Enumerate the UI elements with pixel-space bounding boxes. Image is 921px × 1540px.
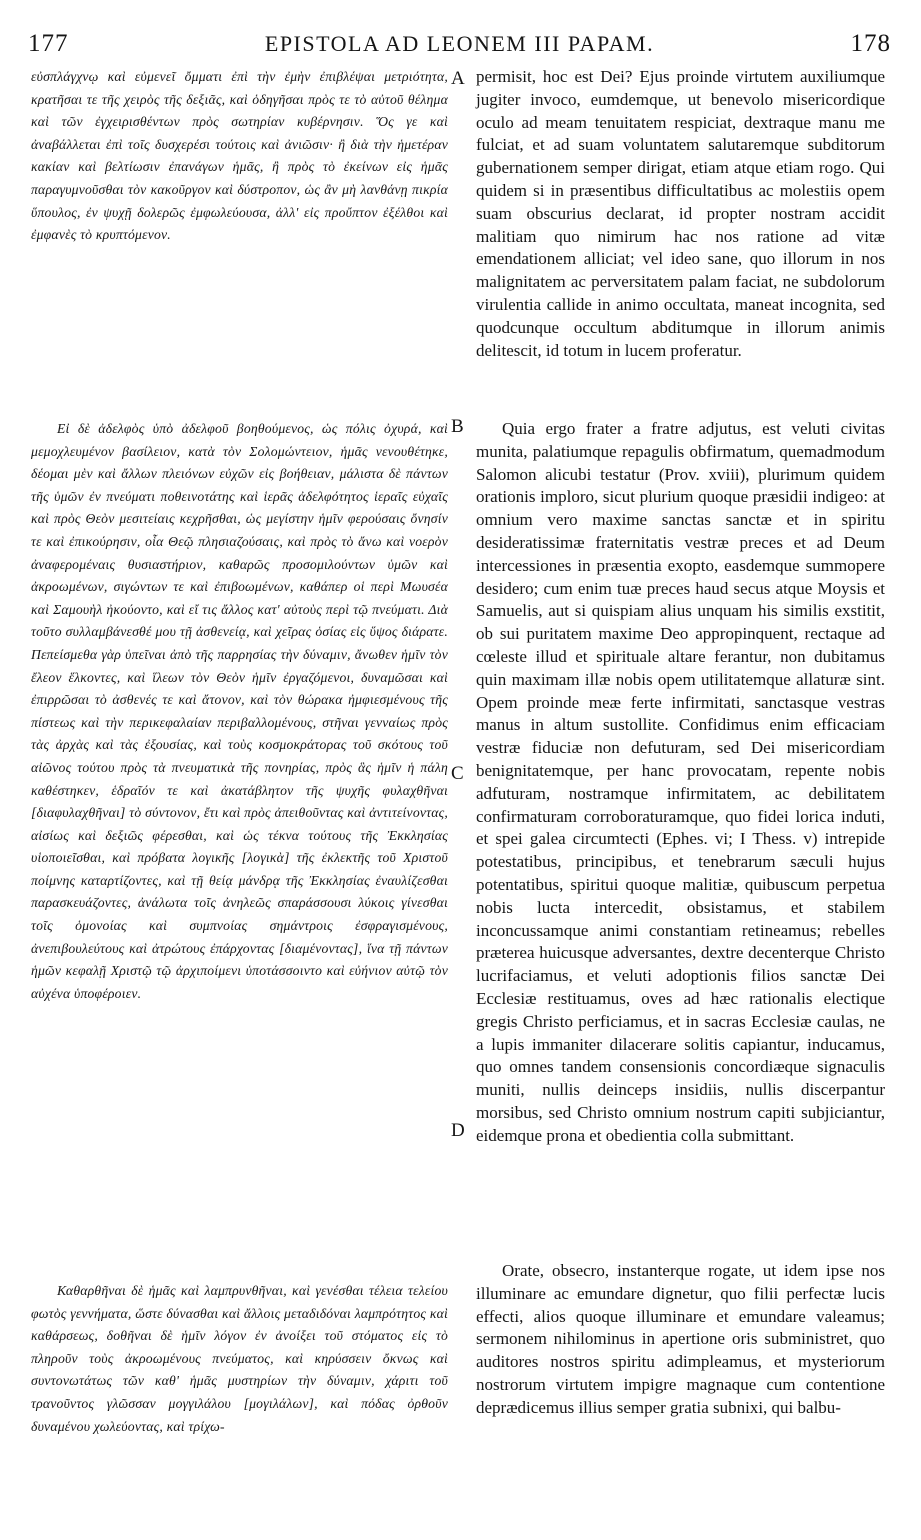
latin-paragraph-2: Quia ergo frater a fratre adjutus, est veluti civitas munita, palatiumque repagulis obfirmatum, quemadmodum Salomon alicubi testatur (Prov. xviii), plurimum quidem orationis imploro, sicut plurium quoque præsidii indigeo: at omnium vero maxime sanctas sanctæ et in spiritu desideratissimæ fraternitatis vestræ preces et ad Deum intercessiones in præsentia exopto, easdemque summopere desidero; cum enim tuæ preces haud secus atque Moysis et Samuelis, aut si quispiam alius unquam his similis exstitit, ob sui puritatem maxime Deo appropinquent, rectaque ad cœleste illud et spirituale altare ferantur, non dubitamus quin maximam illæ nobis opem utilitatemque allaturæ sint. Opem proinde meæ ferte infirmitati, sanctasque vestras manus in altum sustollite. Confidimus enim efficaciam vestræ fiduciæ non defuturam, sed Dei misericordiam benignitatemque, per hanc provocatam, repente nobis adfuturam, nostramque infirmitatem, ac debilitatem confirmaturam corroboraturamque, quo fidei lorica induti, et spei galea circumtecti (Ephes. vi; I Thess. v) intrepide potestatibus, principibus, et tenebrarum sæculi hujus potentatibus, spiritui quoque malitiæ, quibuscum perpetua nobis lucta intercedit, obsistamus, et stabilem inconcussamque animi constantiam retineamus; rebelles præterea huicusque adversantes, dextre decenterque Christo lucrifaciamus, et veluti adoptionis filios sanctæ Dei Ecclesiæ restituamus, oves ad hæc rationalis electique gregis Christo perficiamus, et in sacras Ecclesiæ caulas, ne a lupis immaniter dilacerare solitis capiantur, inducamus, quo omnes tandem consensionis concordiæque signaculis muniti, nullis deinceps insidiis, nullis discerpantur morsibus, sed Christo omnium nostrum capiti subjiciantur, eidemque prona et obedientia colla submittant.: [476, 419, 885, 1145]
margin-letter-b: B: [451, 416, 464, 437]
latin-paragraph-1: permisit, hoc est Dei? Ejus proinde virtutem auxiliumque jugiter invoco, eumdemque, ut benevolo misericordique oculo ad meam tenuitatem respiciat, dextraque manu me fulciat, et ad suam voluntatem salutaremque subditorum gubernationem semper dirigat, etiam atque etiam rogo. Qui quidem si in præsentibus difficultatibus ac molestiis opem suam obscurius declarat, id propter nostram accidit malitiam quo nimirum hac nos ratione ad vitæ emendationem alliciat; vel ideo sane, quo illorum in nos malignitatem ac perversitatem palam faciat, ne subdolorum virulentia callide in animo occultata, maneat incognita, sed quodcunque occultum abditumque in illorum animis delitescit, id totum in lucem proferatur.: [476, 67, 885, 360]
page-number-left: 177: [28, 30, 69, 57]
running-header: [28, 30, 891, 62]
greek-paragraph-2: Εἰ δὲ ἀδελφὸς ὑπὸ ἀδελφοῦ βοηθούμενος, ὡς πόλις ὀχυρά, καὶ μεμοχλευμένον βασίλειον, κατὰ τὸν Σολομώντειον, ἡμᾶς νενουθέτηκε, δέομαι μὲν καὶ ἄλλων πλειόνων εὐχῶν εἰς βοήθειαν, μάλιστα δὲ πάντων τῆς ὑμῶν ἐν πνεύματι ποθεινοτάτης καὶ ἱερᾶς ἀδελφότητος ἱεραῖς εὐχαῖς καὶ πρὸς Θεὸν μεσιτείαις κεχρῆσθαι, ὡς μεγίστην ἡμῖν φερούσαις ὄνησίν τε καὶ ἐπικούρησιν, οἷα Θεῷ πλησιαζούσαις, καὶ πρὸς τὸ ἄνω καὶ νοερὸν ἀναφερομέναις θυσιαστήριον, καθαρῶς προσομιλούντων ὑμῶν καὶ ἀκροωμένων, σιγώντων τε καὶ ἐπιβοωμένων, καθάπερ οἱ περὶ Μωυσέα καὶ Σαμουὴλ ἠκούοντο, καὶ εἴ τις ἄλλος κατ' αὐτοὺς περὶ τῷ πνεύματι. Διὰ τοῦτο συλλαμβάνεσθέ μου τῇ ἀσθενείᾳ, καὶ χεῖρας ὁσίας εἰς ὕψος διάρατε. Πεπείσμεθα γὰρ ὑπεῖναι ἀπὸ τῆς παρρησίας τὴν δύναμιν, ἄνωθεν ἡμῖν τὸν ἔλεον ἕλκοντες, καὶ ἵλεων τὸν Θεὸν ἡμῖν ἐργαζόμενοι, δυναμῶσαι καὶ ἐπιρρῶσαι τὸ ἀσθενές τε καὶ ἄτονον, καὶ τὸν θώρακα ἠμφιεσμένους τῆς πίστεως καὶ τὴν περικεφαλαίαν περιβαλλομένους, στῆναι γενναίως πρὸς τὰς ἀρχὰς καὶ τὰς ἐξουσίας, καὶ τοὺς κοσμοκράτορας τοῦ σκότους τοῦ αἰῶνος τούτου πρὸς τὰ πνευματικὰ τῆς πονηρίας, πρὸς ἃς ἡμῖν ἡ πάλη καθέστηκεν, ἑδραῖόν τε καὶ ἀκατάβλητον τῆς ψυχῆς φυλαχθῆναι [διαφυλαχθῆναι] τὸ σύντονον, ἔτι καὶ πρὸς ἀπειθοῦντας καὶ ἀντιτείνοντας, αἰσίως καὶ δεξιῶς φέρεσθαι, καὶ ὡς τέκνα τούτους τῆς Ἐκκλησίας υἱοποιεῖσθαι, καὶ πρόβατα λογικῆς [λογικὰ] τῆς ἐκλεκτῆς τοῦ Χριστοῦ ποίμνης καταρτίζοντες, καὶ τῇ θείᾳ μάνδρᾳ τῆς Ἐκκλησίας ἐναυλίζεσθαι παρασκευάζοντες, ἀνάλωτα τοῖς ἀνηλεῶς σπαράσσουσι λύκοις γίνεσθαι τοῖς ὁμονοίας καὶ συμπνοίας σημάντροις ἐσφραγισμένους, ἀνεπιβουλεύτους καὶ ἀτρώτους ἐπάρχοντας [διαμένοντας], ἵνα τῇ πάντων ἡμῶν κεφαλῇ Χριστῷ τῷ ἀρχιποίμενι ὑποτάσσοιντο καὶ εὐήνιον αὐτῷ τὸν αὐχένα ὑποφέροιεν.: [31, 421, 448, 1001]
margin-letter-a: A: [451, 68, 465, 89]
latin-paragraph-3: Orate, obsecro, instanterque rogate, ut idem ipse nos illuminare ac emundare dignetur, quo filii perfectæ lucis effecti, alios quoque illuminare et emundare valeamus; sermonem nihilominus in apertione oris subministret, quo auditores nostros spiritu adimpleamus, et mysteriorum nostrorum virtutem impigre magnaque cum contentione deprædicemus illius semper gratia subnixi, qui balbu-: [476, 1261, 885, 1417]
page-number-right: 178: [850, 30, 891, 57]
running-title: EPISTOLA AD LEONEM III PAPAM.: [264, 31, 655, 56]
margin-letter-c: C: [451, 763, 464, 784]
greek-paragraph-3: Καθαρθῆναι δὲ ἡμᾶς καὶ λαμπρυνθῆναι, καὶ γενέσθαι τέλεια τελείου φωτὸς γεννήματα, ὥστε δύνασθαι καὶ ἄλλοις μεταδιδόναι λαμπρότητος καὶ καθάρσεως, δοθῆναι δὲ ἡμῖν λόγον ἐν ἀνοίξει τοῦ στόματος εἰς τὸ πληροῦν τοὺς ἀκροωμένους πνεύματος, καὶ κηρύσσειν ὄκνως καὶ συντονωτάτως τῶν καθ' ἡμᾶς μυστηρίων τὴν δύναμιν, χάριτι τοῦ τρανοῦντος γλῶσσαν μογγιλάλου [μογιλάλων], καὶ πόδας ὀρθοῦν δυναμένου χωλεύοντας, καὶ τρίχω-: [31, 1283, 448, 1434]
margin-letter-d: D: [451, 1120, 465, 1141]
greek-paragraph-1: εὐσπλάγχνῳ καὶ εὐμενεῖ ὄμματι ἐπὶ τὴν ἐμὴν ἐπιβλέψαι μετριότητα, κρατῆσαι τε τῆς χειρὸς τῆς δεξιᾶς, καὶ ὁδηγῆσαι πρὸς τε τὸ αὐτοῦ θέλημα καὶ τῶν ἐγχειρισθέντων πρὸς σωτηρίαν κυβέρνησιν. Ὅς γε καὶ ἀναβάλλεται ἐπὶ τοῖς δυσχερέσι τούτοις καὶ ἀνιῶσιν· ἢ διὰ τὴν ἡμετέραν κακίαν καὶ βελτίωσιν ἐπανάγων ἡμᾶς, ἢ πρὸς τὸ ἐκείνων εἰς ἡμᾶς παραγυμνοῦσθαι τὸν κακοῦργον καὶ δύστροπον, ὡς ἂν μὴ λανθάνῃ πικρία ὕπουλος, ἐν ψυχῇ δολερῶς ἐμφωλεύουσα, ἀλλ' εἰς προὔπτον ἐξέλθοι καὶ ἐμφανὲς τὸ κρυπτόμενον.: [31, 69, 448, 243]
